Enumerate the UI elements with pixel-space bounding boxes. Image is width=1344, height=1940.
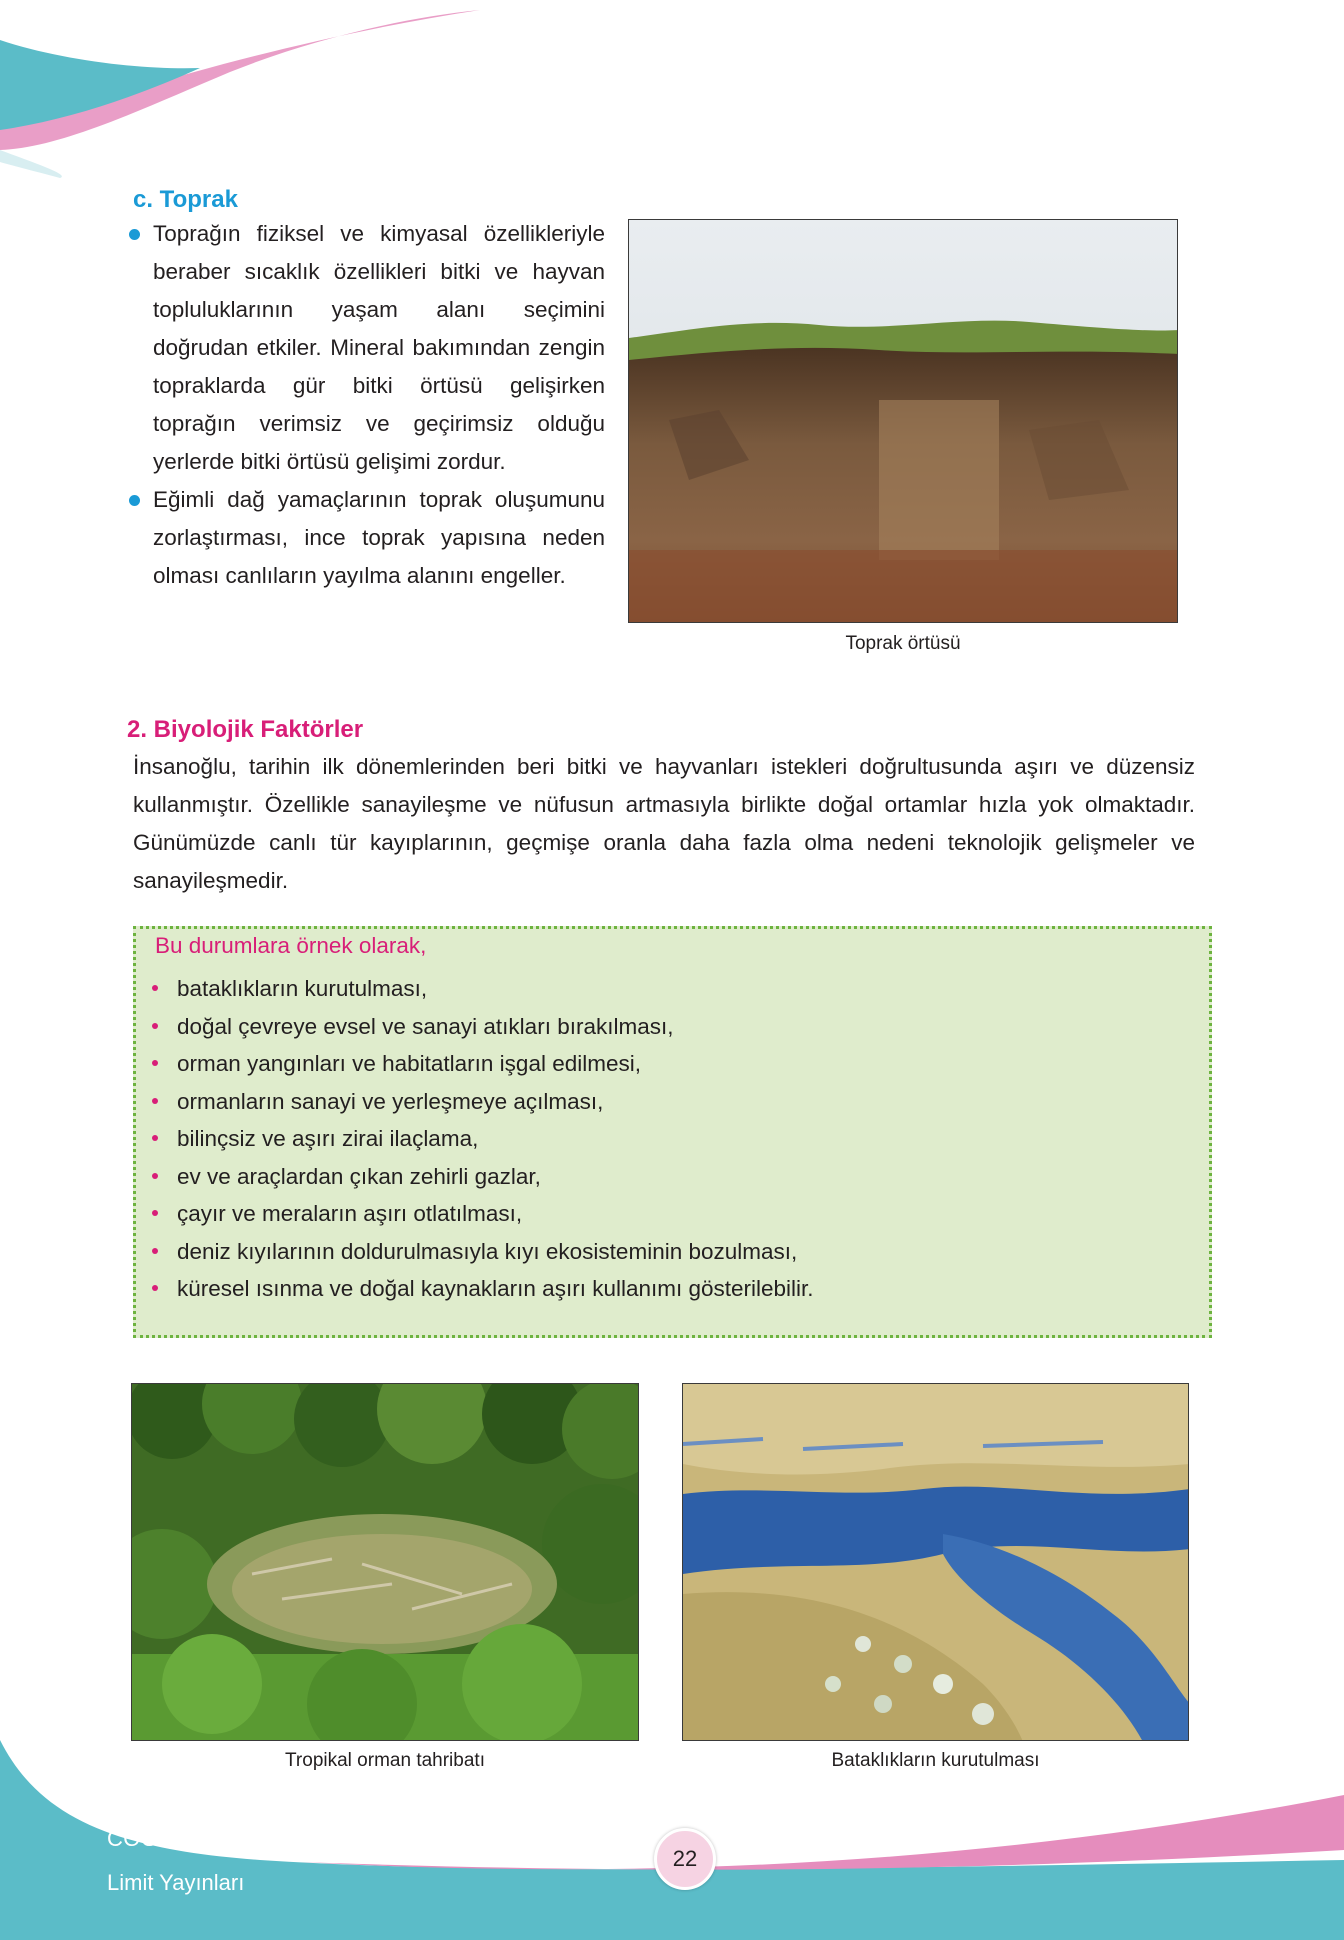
wetland-drainage-caption: Bataklıkların kurutulması: [831, 1750, 1040, 1771]
example-item: [146, 1008, 814, 1046]
soil-bullet-item: [127, 215, 605, 481]
bullet-dot-icon: [152, 1248, 158, 1254]
soil-bullet-item: [127, 481, 605, 595]
bullet-dot-icon: [152, 1060, 158, 1066]
bullet-dot-icon: [129, 495, 140, 506]
deforestation-caption: Tropikal orman tahribatı: [285, 1750, 485, 1771]
bullet-dot-icon: [152, 1023, 158, 1029]
soil-profile-photo: [628, 219, 1178, 623]
example-item: [146, 1083, 814, 1121]
header-wave-decoration: [0, 0, 1344, 200]
bullet-dot-icon: [152, 1173, 158, 1179]
bullet-dot-icon: [152, 1098, 158, 1104]
example-item-text: ev ve araçlardan çıkan zehirli gazlar,: [177, 1163, 541, 1189]
footer-wave-decoration: [0, 1700, 1344, 1940]
deforestation-photo: [131, 1383, 639, 1741]
example-item-text: deniz kıyılarının doldurulmasıyla kıyı ekosisteminin bozulması,: [177, 1238, 798, 1264]
soil-bullet-text: Toprağın fiziksel ve kimyasal özellikleriyle beraber sıcaklık özellikleri bitki ve hayvan topluluklarının yaşam alanı seçimini doğrudan etkiler. Mineral bakımından zengin topraklarda gür bitki örtüsü gelişirken toprağın verimsiz ve geçirimsiz olduğu yerlerde bitki örtüsü gelişimi zordur.: [153, 221, 605, 474]
example-item: [146, 1045, 814, 1083]
example-item: [146, 1158, 814, 1196]
example-item-text: ormanların sanayi ve yerleşmeye açılması,: [177, 1088, 604, 1114]
soil-bullet-text: Eğimli dağ yamaçlarının toprak oluşumunu zorlaştırması, ince toprak yapısına neden olması canlıların yayılma alanını engeller.: [153, 487, 605, 588]
example-item: [146, 970, 814, 1008]
example-item-text: çayır ve meraların aşırı otlatılması,: [177, 1201, 523, 1226]
example-item: [146, 1270, 814, 1308]
soil-photo-caption: Toprak örtüsü: [845, 633, 961, 654]
bullet-dot-icon: [152, 985, 158, 991]
example-item: [146, 1233, 814, 1271]
examples-list: [146, 970, 814, 1308]
example-item-text: bilinçsiz ve aşırı zirai ilaçlama,: [177, 1126, 479, 1151]
bio-factors-heading: 2. Biyolojik Faktörler: [127, 716, 364, 743]
examples-intro: Bu durumlara örnek olarak,: [155, 933, 427, 958]
example-item: [146, 1120, 814, 1158]
soil-bullet-list: [127, 215, 605, 595]
example-item-text: doğal çevreye evsel ve sanayi atıkları bırakılması,: [177, 1013, 674, 1039]
example-item-text: küresel ısınma ve doğal kaynakların aşırı kullanımı gösterilebilir.: [177, 1276, 814, 1301]
bio-factors-paragraph: İnsanoğlu, tarihin ilk dönemlerinden beri bitki ve hayvanları istekleri doğrultusunda aşırı ve düzensiz kullanmıştır. Özellikle sanayileşme ve nüfusun artmasıyla birlikte doğal ortamlar hızla yok olmaktadır. Günümüzde canlı tür kayıplarının, geçmişe oranla daha fazla olma nedeni teknolojik gelişmeler ve sanayileşmedir.: [133, 754, 1195, 893]
example-item: [146, 1195, 814, 1233]
bullet-dot-icon: [152, 1210, 158, 1216]
bullet-dot-icon: [152, 1135, 158, 1141]
example-item-text: orman yangınları ve habitatların işgal edilmesi,: [177, 1051, 641, 1076]
wetland-drainage-photo: [682, 1383, 1189, 1741]
bullet-dot-icon: [129, 229, 140, 240]
examples-box: [133, 926, 1212, 1338]
soil-heading: c. Toprak: [133, 186, 238, 213]
book-title: COĞRAFYA EL KİTABI: [107, 1826, 340, 1851]
example-item-text: bataklıkların kurutulması,: [177, 976, 428, 1001]
page-number: 22: [654, 1828, 716, 1890]
publisher-name: Limit Yayınları: [107, 1870, 245, 1895]
bullet-dot-icon: [152, 1285, 158, 1291]
